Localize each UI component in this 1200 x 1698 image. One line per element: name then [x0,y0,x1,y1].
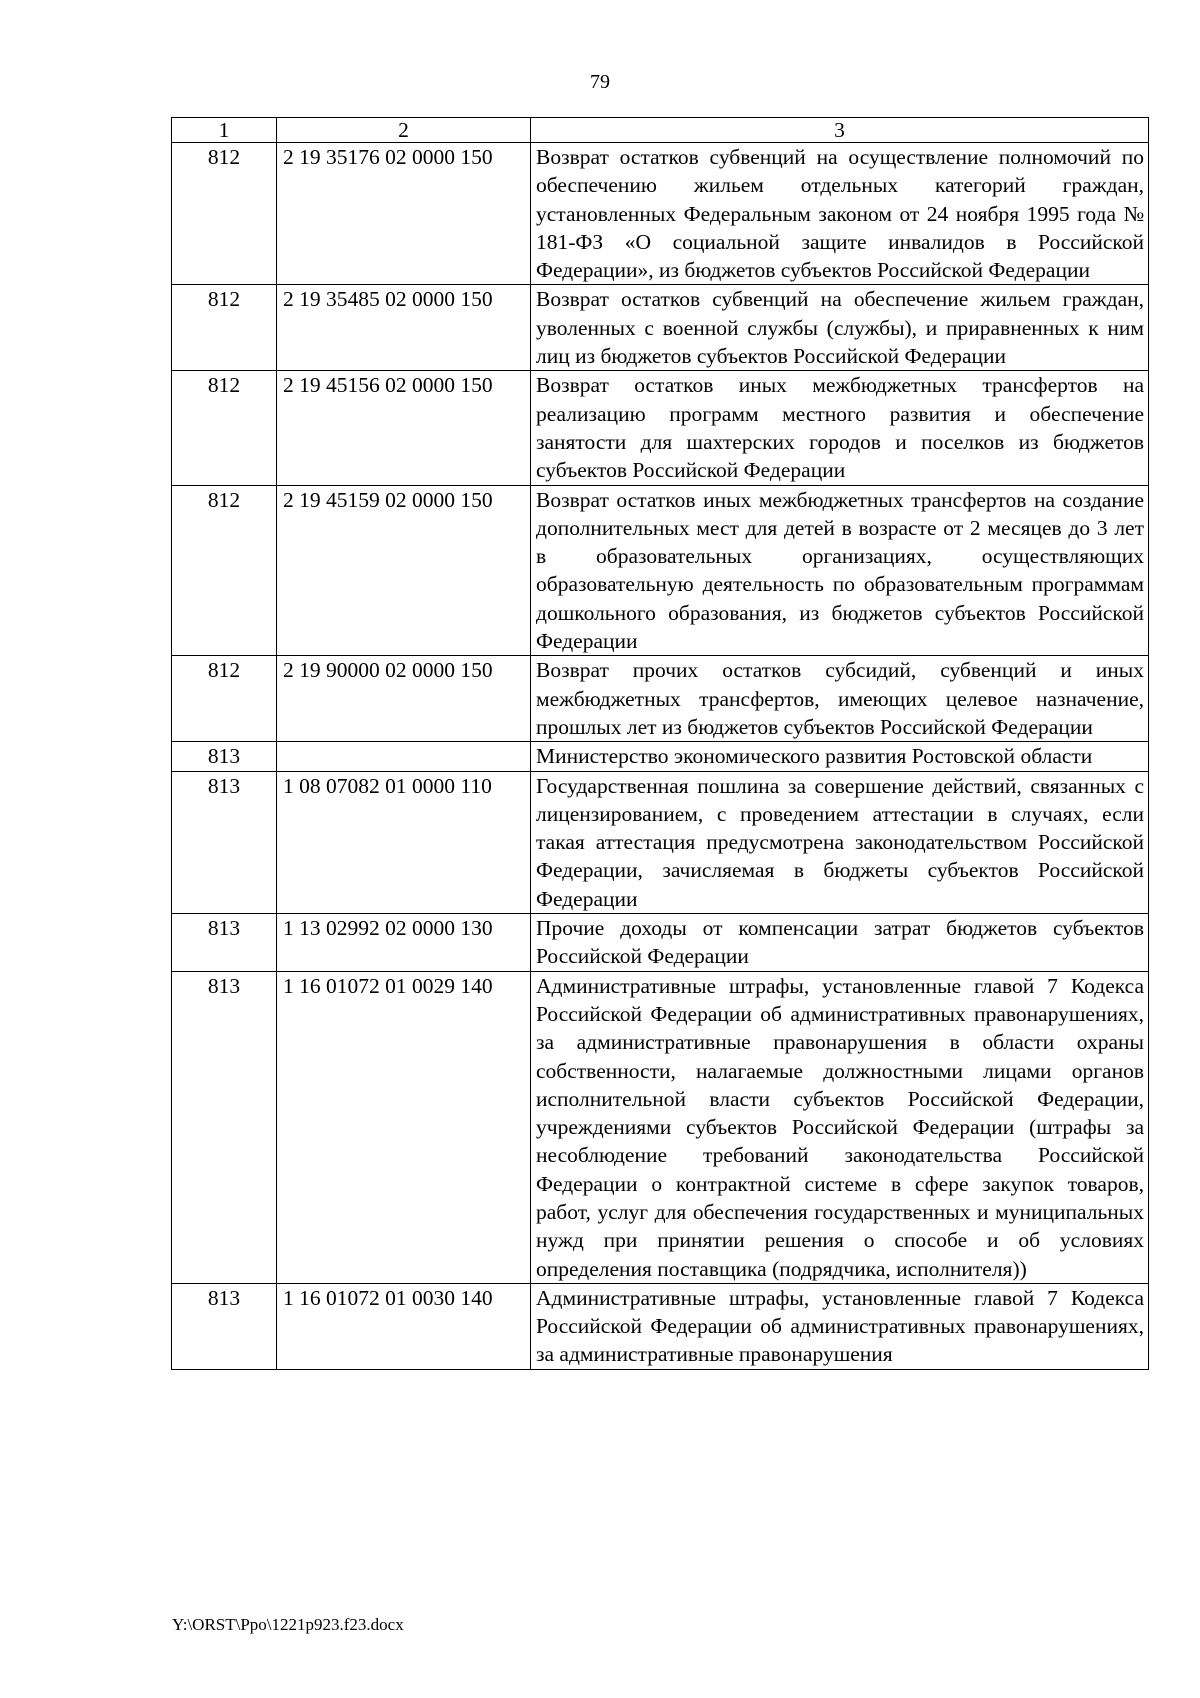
table-row [172,1283,1149,1369]
revenue-name-cell: Административные штрафы, установленные главой 7 Кодекса Российской Федерации об административных правонарушениях, за административные правонарушения [531,1283,1149,1369]
table-row [172,971,1149,1283]
revenue-name-cell: Возврат остатков субвенций на осуществление полномочий по обеспечению жильем отдельных категорий граждан, установленных Федеральным законом от 24 ноября 1995 года № 181-ФЗ «О социальной защите инвалидов в Российской Федерации», из бюджетов субъектов Российской Федерации [531,143,1149,285]
admin-code-cell: 812 [172,285,277,371]
admin-code-cell: 812 [172,485,277,656]
revenue-name-cell: Государственная пошлина за совершение действий, связанных с лицензированием, с проведением аттестации в случаях, если такая аттестация предусмотрена законодательством Российской Федерации, зачисляемая в бюджеты субъектов Российской Федерации [531,771,1149,913]
table-header-row [172,118,1149,143]
column-header-admin: 1 [172,118,277,143]
table-row [172,371,1149,485]
revenue-name-cell: Возврат остатков иных межбюджетных трансфертов на реализацию программ местного развития и обеспечение занятости для шахтерских городов и поселков из бюджетов субъектов Российской Федерации [531,371,1149,485]
table-row [172,285,1149,371]
revenue-name-cell: Прочие доходы от компенсации затрат бюджетов субъектов Российской Федерации [531,914,1149,972]
budget-code-cell: 2 19 45159 02 0000 150 [277,485,531,656]
admin-code-cell: 813 [172,1283,277,1369]
column-header-code: 2 [277,118,531,143]
admin-code-cell: 813 [172,971,277,1283]
budget-code-cell: 2 19 90000 02 0000 150 [277,656,531,742]
column-header-name: 3 [531,118,1149,143]
budget-code-cell: 2 19 45156 02 0000 150 [277,371,531,485]
budget-codes-table [171,117,1149,1370]
admin-code-cell: 812 [172,656,277,742]
table-row [172,485,1149,656]
budget-code-cell [277,742,531,771]
table-row [172,143,1149,285]
budget-code-cell: 2 19 35485 02 0000 150 [277,285,531,371]
budget-code-cell: 1 13 02992 02 0000 130 [277,914,531,972]
admin-code-cell: 813 [172,742,277,771]
table-row [172,742,1149,771]
revenue-name-cell: Возврат остатков иных межбюджетных трансфертов на создание дополнительных мест для детей в возрасте от 2 месяцев до 3 лет в образовательных организациях, осуществляющих образовательную деятельность по образовательным программам дошкольного образования, из бюджетов субъектов Российской Федерации [531,485,1149,656]
table-row [172,771,1149,913]
table-row [172,656,1149,742]
revenue-name-cell: Возврат прочих остатков субсидий, субвенций и иных межбюджетных трансфертов, имеющих целевое назначение, прошлых лет из бюджетов субъектов Российской Федерации [531,656,1149,742]
revenue-name-cell: Возврат остатков субвенций на обеспечение жильем граждан, уволенных с военной службы (службы), и приравненных к ним лиц из бюджетов субъектов Российской Федерации [531,285,1149,371]
table-body [172,118,1149,1370]
admin-code-cell: 813 [172,771,277,913]
admin-code-cell: 813 [172,914,277,972]
table-row [172,914,1149,972]
budget-code-cell: 1 08 07082 01 0000 110 [277,771,531,913]
admin-code-cell: 812 [172,143,277,285]
budget-code-cell: 1 16 01072 01 0029 140 [277,971,531,1283]
admin-code-cell: 812 [172,371,277,485]
budget-code-cell: 2 19 35176 02 0000 150 [277,143,531,285]
file-path-footer: Y:\ORST\Ppo\1221p923.f23.docx [172,1615,404,1634]
budget-code-cell: 1 16 01072 01 0030 140 [277,1283,531,1369]
page-number: 79 [590,71,610,93]
revenue-name-cell: Министерство экономического развития Ростовской области [531,742,1149,771]
revenue-name-cell: Административные штрафы, установленные главой 7 Кодекса Российской Федерации об административных правонарушениях, за административные правонарушения в области охраны собственности, налагаемые должностными лицами органов исполнительной власти субъектов Российской Федерации, учреждениями субъектов Российской Федерации (штрафы за несоблюдение требований законодательства Российской Федерации о контрактной системе в сфере закупок товаров, работ, услуг для обеспечения государственных и муниципальных нужд при принятии решения о способе и об условиях определения поставщика (подрядчика, исполнителя)) [531,971,1149,1283]
